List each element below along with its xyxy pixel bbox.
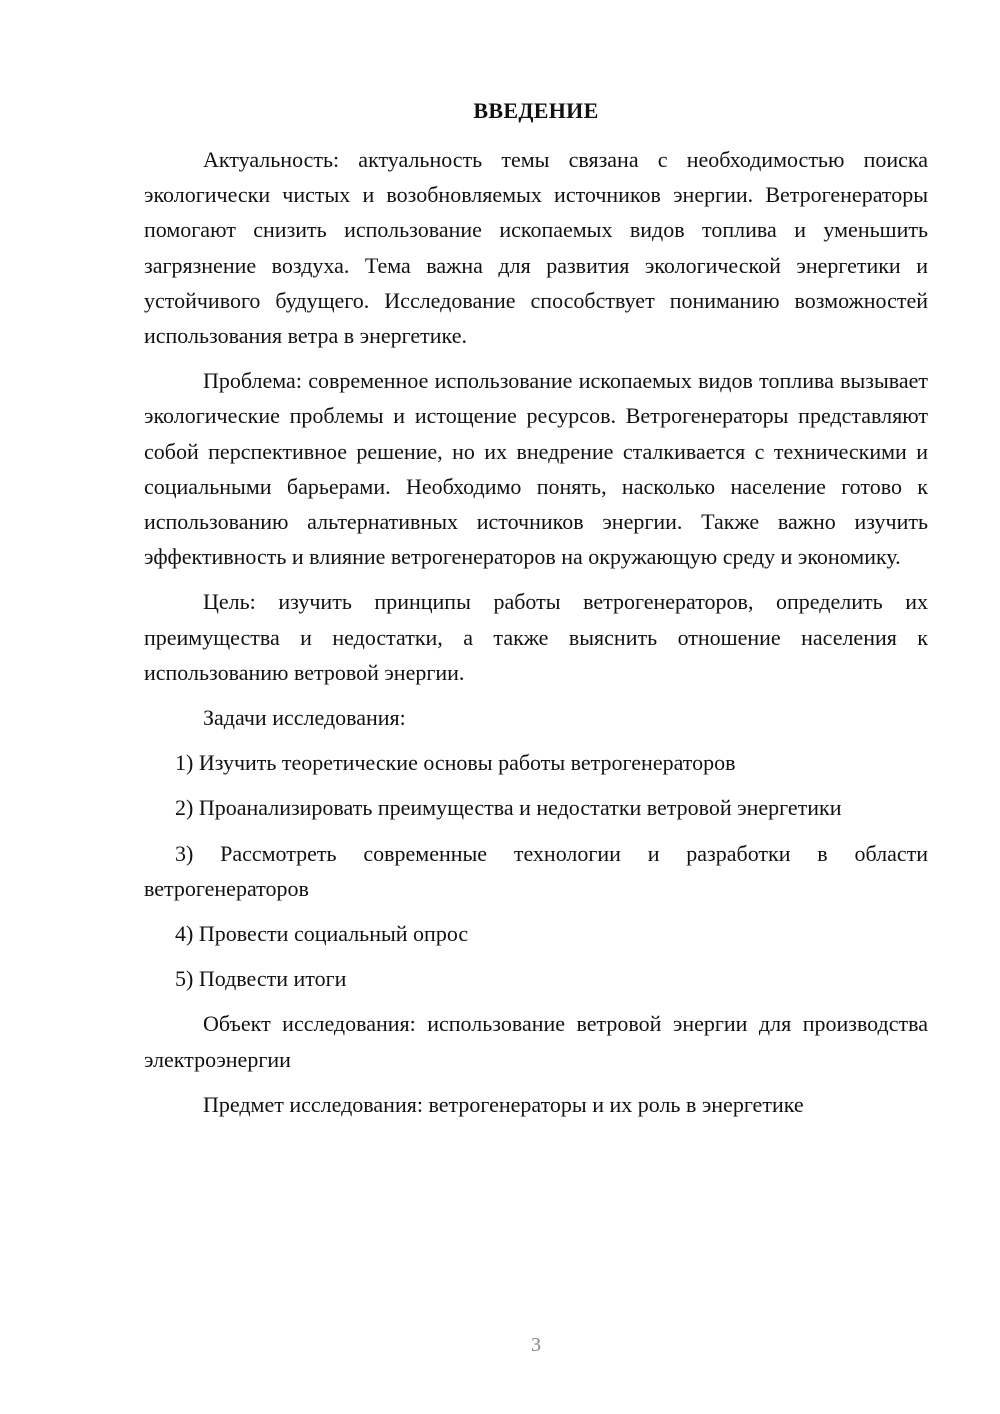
document-body xyxy=(144,142,928,1132)
task-item: 4) Провести социальный опрос xyxy=(175,921,469,947)
paragraph-goal: Цель: изучить принципы работы ветрогенераторов, определить их преимущества и недостатки, а также выяснить отношение населения к использованию ветровой энергии. xyxy=(144,589,928,685)
paragraph-object: Объект исследования: использование ветровой энергии для производства электроэнергии xyxy=(144,1011,928,1072)
paragraph-relevance: Актуальность: актуальность темы связана с необходимостью поиска экологически чистых и возобновляемых источников энергии. Ветрогенераторы помогают снизить использование ископаемых видов топлива и уменьшить загрязнение воздуха. Тема важна для развития экологической энергетики и устойчивого будущего. Исследование способствует пониманию возможностей использования ветра в энергетике. xyxy=(144,147,928,349)
paragraph-tasks-heading: Задачи исследования: xyxy=(203,705,406,731)
task-item: 5) Подвести итоги xyxy=(175,966,347,992)
section-title: ВВЕДЕНИЕ xyxy=(473,98,599,123)
task-item: 2) Проанализировать преимущества и недостатки ветровой энергетики xyxy=(175,795,842,821)
task-item: 3) Рассмотреть современные технологии и разработки в области ветрогенераторов xyxy=(144,840,928,901)
task-item: 1) Изучить теоретические основы работы ветрогенераторов xyxy=(175,750,736,776)
paragraph-problem: Проблема: современное использование ископаемых видов топлива вызывает экологические проблемы и истощение ресурсов. Ветрогенераторы представляют собой перспективное решение, но их внедрение сталкивается с техническими и социальными барьерами. Необходимо понять, насколько население готово к использованию альтернативных источников энергии. Также важно изучить эффективность и влияние ветрогенераторов на окружающую среду и экономику. xyxy=(144,368,928,570)
page-number: 3 xyxy=(531,1334,541,1356)
paragraph-subject: Предмет исследования: ветрогенераторы и их роль в энергетике xyxy=(203,1091,804,1117)
